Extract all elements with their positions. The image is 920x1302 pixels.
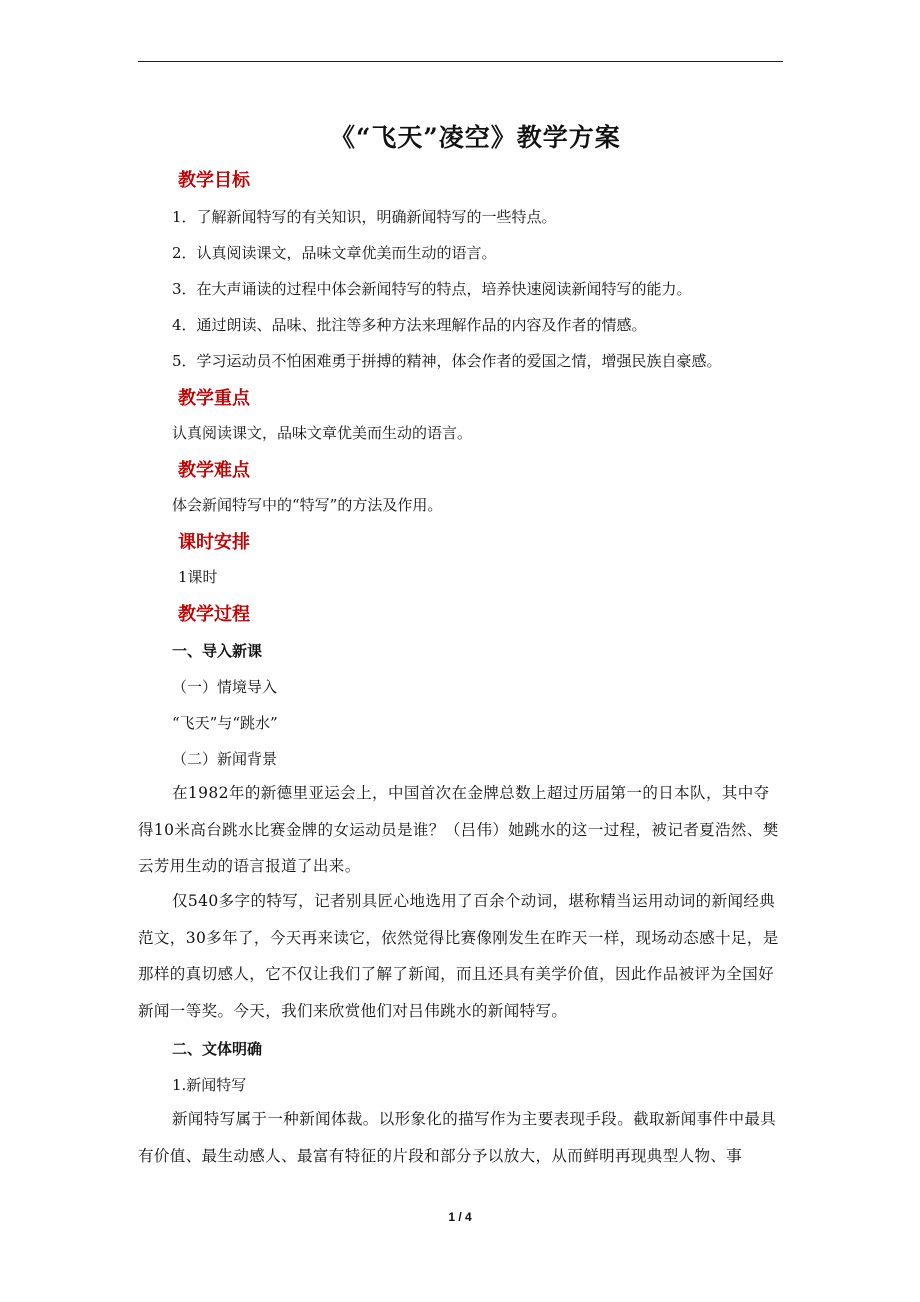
subsection-title: 1.新闻特写 <box>172 1076 247 1094</box>
header-rule <box>138 61 783 62</box>
subsection-title: （一）情境导入 <box>172 678 278 696</box>
difficult-points-text: 体会新闻特写中的“特写”的方法及作用。 <box>172 496 443 514</box>
body-paragraph: 新闻特写属于一种新闻体裁。以形象化的描写作为主要表现手段。截取新闻事件中最具有价值、最生动感人、最富有特征的片段和部分予以放大，从而鲜明再现典型人物、事 <box>138 1110 777 1165</box>
subsection-text: “飞天”与“跳水” <box>172 714 278 732</box>
heading-schedule: 课时安排 <box>178 532 250 553</box>
section-title: 一、导入新课 <box>172 642 263 660</box>
heading-difficult-points: 教学难点 <box>178 460 250 481</box>
body-paragraph: 仅540多字的特写，记者别具匠心地选用了百余个动词，堪称精当运用动词的新闻经典范文，30多年了，今天再来读它，依然觉得比赛像刚发生在昨天一样，现场动态感十足，是那样的真切感人，它不仅让我们了解了新闻，而且还具有美学价值，因此作品被评为全国好新闻一等奖。今天，我们来欣赏他们对吕伟跳水的新闻特写。 <box>138 892 779 1020</box>
section-title: 二、文体明确 <box>172 1040 263 1058</box>
schedule-text: 1课时 <box>178 568 218 586</box>
document-title: 《“飞天”凌空》教学方案 <box>330 123 621 152</box>
goal-item: 1．了解新闻特写的有关知识，明确新闻特写的一些特点。 <box>172 208 557 226</box>
key-points-text: 认真阅读课文，品味文章优美而生动的语言。 <box>172 424 473 442</box>
body-paragraph: 在1982年的新德里亚运会上，中国首次在金牌总数上超过历届第一的日本队，其中夺得10米高台跳水比赛金牌的女运动员是谁？（吕伟）她跳水的这一过程，被记者夏浩然、樊云芳用生动的语言报道了出来。 <box>138 784 779 875</box>
goal-item: 3．在大声诵读的过程中体会新闻特写的特点，培养快速阅读新闻特写的能力。 <box>172 280 692 298</box>
page-number: 1 / 4 <box>448 1210 472 1224</box>
heading-goals: 教学目标 <box>178 170 250 191</box>
goal-item: 4．通过朗读、品味、批注等多种方法来理解作品的内容及作者的情感。 <box>172 316 647 334</box>
heading-process: 教学过程 <box>178 604 250 625</box>
subsection-title: （二）新闻背景 <box>172 750 278 768</box>
heading-key-points: 教学重点 <box>178 388 250 409</box>
goal-item: 2．认真阅读课文，品味文章优美而生动的语言。 <box>172 244 497 262</box>
goal-item: 5．学习运动员不怕困难勇于拼搏的精神，体会作者的爱国之情，增强民族自豪感。 <box>172 352 722 370</box>
